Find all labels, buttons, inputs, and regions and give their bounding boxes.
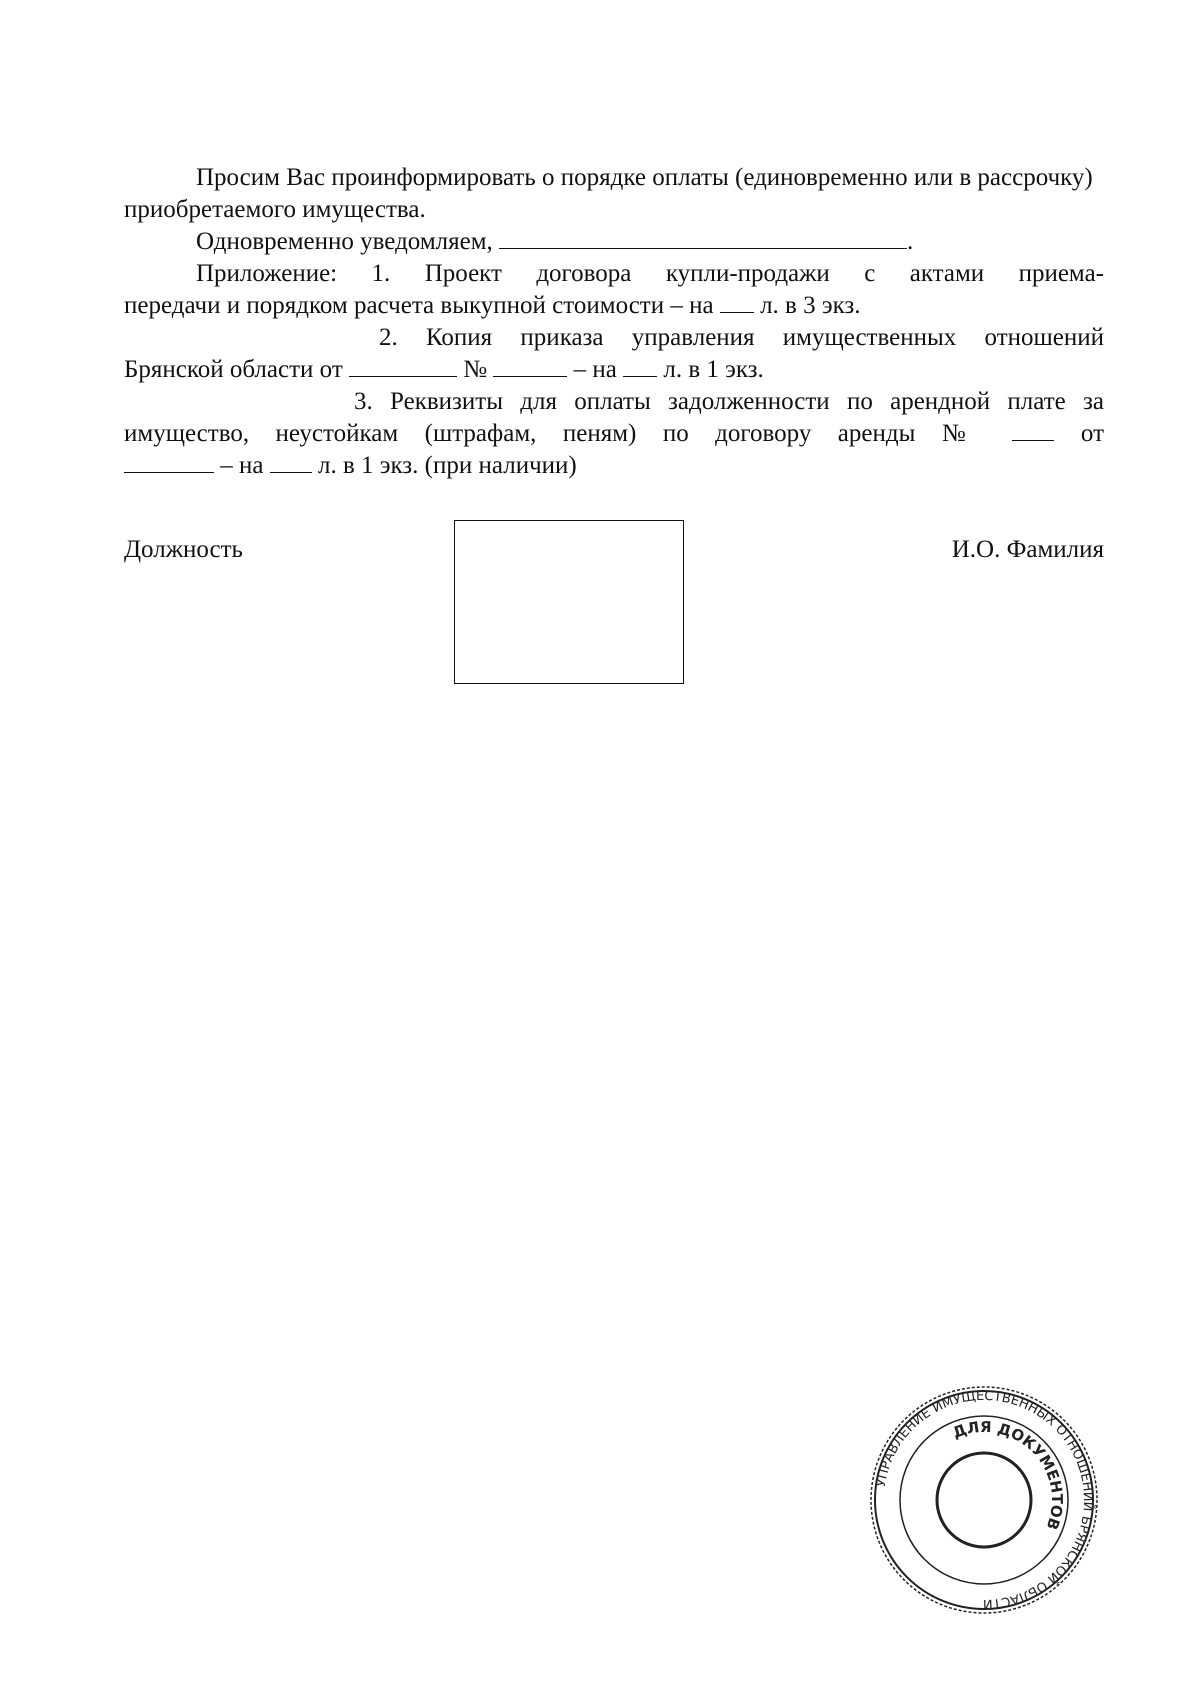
signature-box [454, 520, 684, 684]
payment-request-paragraph: Просим Вас проинформировать о порядке оплаты (единовременно или в рассрочку) приобретаемого имущества. [124, 164, 1093, 223]
attachment-1-line-1: Приложение: 1. Проект договора купли-продажи с актами приема- [196, 260, 1104, 287]
attachment-3-line-2: имущество, неустойкам (штрафам, пеням) по договору аренды № от [124, 420, 1105, 447]
notification-blank [499, 226, 907, 249]
attachment-3-line-3: – на л. в 1 экз. (при наличии) [124, 450, 1104, 482]
attachment-2-line-1: 2. Копия приказа управления имущественных отношений [379, 324, 1104, 351]
attachment-3-sheets-blank [270, 450, 312, 473]
position-label: Должность [124, 536, 243, 563]
attachment-3-line-1: 3. Реквизиты для оплаты задолженности по арендной плате за [354, 388, 1104, 415]
attachment-1-sheets-blank [720, 290, 754, 313]
lease-number-blank [1012, 418, 1054, 441]
attachment-2-line-2: Брянской области от № – на л. в 1 экз. [124, 356, 764, 383]
order-date-blank [349, 354, 457, 377]
letter-body [124, 162, 1104, 482]
seal-middle-ring [900, 1416, 1068, 1584]
attachment-1-line-2: передачи и порядком расчета выкупной стоимости – на л. в 3 экз. [124, 292, 861, 319]
attachment-2-sheets-blank [623, 354, 657, 377]
signer-name-label: И.О. Фамилия [951, 536, 1104, 563]
notification-line: Одновременно уведомляем, . [196, 228, 914, 255]
lease-date-blank [124, 450, 214, 473]
seal-inner-ring [937, 1453, 1031, 1547]
seal-inner-text: ДЛЯ ДОКУМЕНТОВ [950, 1417, 1067, 1533]
seal-stamp [868, 1384, 1100, 1616]
seal-outer-text: УПРАВЛЕНИЕ ИМУЩЕСТВЕННЫХ ОТНОШЕНИЙ БРЯНСКОЙ ОБЛАСТИ [873, 1388, 1096, 1612]
order-number-blank [493, 354, 567, 377]
